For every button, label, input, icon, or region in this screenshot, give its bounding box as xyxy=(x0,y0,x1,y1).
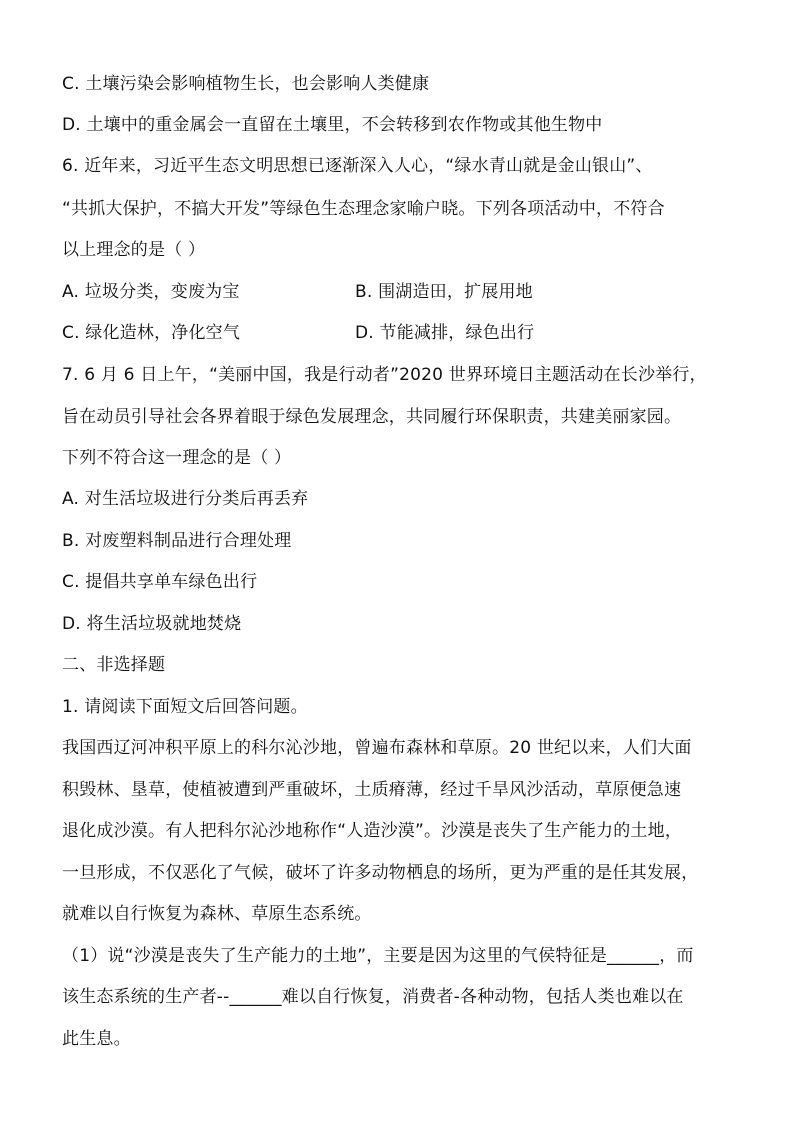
q6-option-a: A. 垃圾分类，变废为宝 xyxy=(62,282,240,302)
sub-question-1-line-2: 该生态系统的生产者--______难以自行恢复，消费者-各种动物，包括人类也难以在 xyxy=(62,987,684,1007)
sub-question-1-line-3: 此生息。 xyxy=(62,1029,131,1049)
q7-option-b: B. 对废塑料制品进行合理处理 xyxy=(62,531,292,551)
sub-question-1-line-1: （1）说“沙漠是丧失了生产能力的土地”，主要是因为这里的气侯特征是______，而 xyxy=(62,946,694,966)
passage-line-2: 积毁林、垦草，使植被遭到严重破坏，土质瘠薄，经过千旱风沙活动，草原便急速 xyxy=(62,780,682,800)
q5-option-d: D. 土壤中的重金属会一直留在土壤里，不会转移到农作物或其他生物中 xyxy=(62,115,603,135)
section-heading: 二、非选择题 xyxy=(62,655,166,675)
q7-stem-line-2: 旨在动员引导社会各界着眼于绿色发展理念，共同履行环保职责，共建美丽家园。 xyxy=(62,407,682,427)
q7-stem-line-1: 7. 6 月 6 日上午，“美丽中国，我是行动者”2020 世界环境日主题活动在长沙举行， xyxy=(62,365,707,385)
q6-stem-line-1: 6. 近年来，习近平生态文明思想已逐渐深入人心，“绿水青山就是金山银山”、 xyxy=(62,156,653,176)
q6-option-b: B. 围湖造田，扩展用地 xyxy=(355,282,533,302)
q6-stem-line-2: “共抓大保护，不搞大开发”等绿色生态理念家喻户晓。下列各项活动中，不符合 xyxy=(62,199,665,219)
q7-option-d: D. 将生活垃圾就地焚烧 xyxy=(62,614,242,634)
q5-option-c: C. 土壤污染会影响植物生长，也会影响人类健康 xyxy=(62,74,430,94)
q7-option-c: C. 提倡共享单车绿色出行 xyxy=(62,572,258,592)
q6-option-d: D. 节能减排，绿色出行 xyxy=(355,323,535,343)
passage-line-4: 一旦形成，不仅恶化了气候，破坏了许多动物栖息的场所，更为严重的是任其发展， xyxy=(62,863,699,883)
question-1-intro: 1. 请阅读下面短文后回答问题。 xyxy=(62,697,308,717)
q6-stem-line-3: 以上理念的是（ ） xyxy=(62,240,206,260)
q7-stem-line-3: 下列不符合这一理念的是（ ） xyxy=(62,448,292,468)
q7-option-a: A. 对生活垃圾进行分类后再丢弃 xyxy=(62,489,309,509)
passage-line-3: 退化成沙漠。有人把科尔沁沙地称作“人造沙漠”。沙漠是丧失了生产能力的土地， xyxy=(62,821,683,841)
passage-line-5: 就难以自行恢复为森林、草原生态系统。 xyxy=(62,904,372,924)
passage-line-1: 我国西辽河冲积平原上的科尔沁沙地，曾遍布森林和草原。20 世纪以来，人们大面 xyxy=(62,738,692,758)
q6-option-c: C. 绿化造林，净化空气 xyxy=(62,323,241,343)
